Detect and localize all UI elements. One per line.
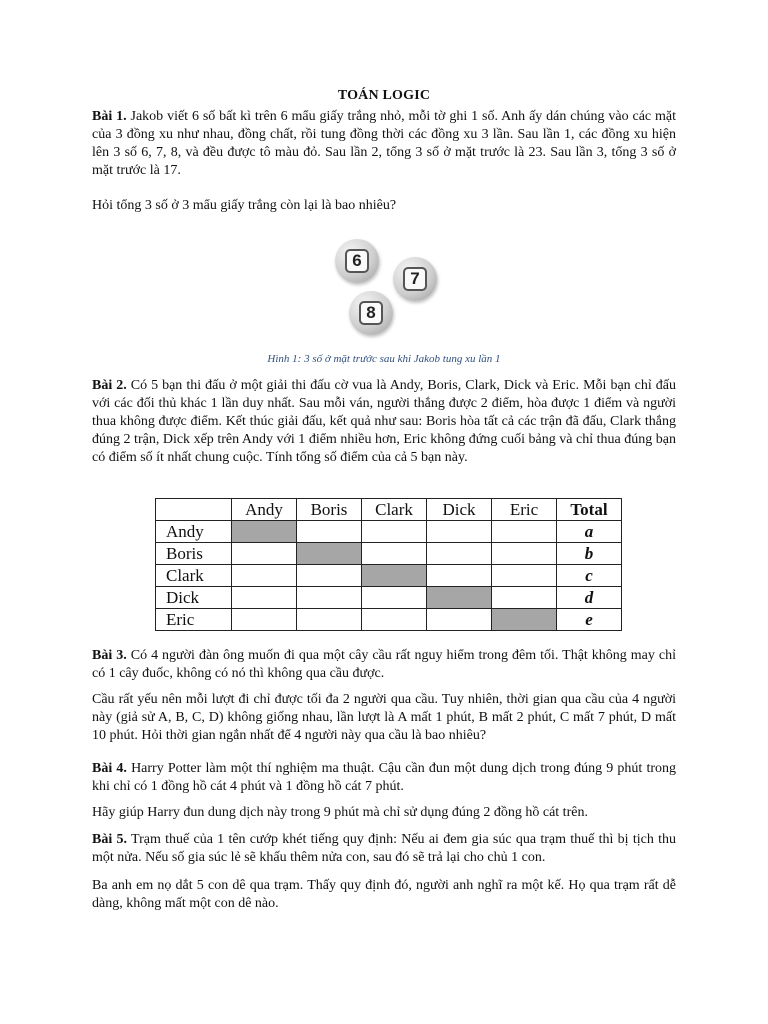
table-cell [492, 565, 557, 587]
coin-6 [335, 239, 379, 283]
column-header: Boris [297, 499, 362, 521]
figure-caption: Hình 1: 3 số ở mặt trước sau khi Jakob tung xu lần 1 [267, 353, 501, 365]
row-total: a [557, 521, 622, 543]
table-row [156, 565, 622, 587]
table-cell [297, 565, 362, 587]
table-cell [492, 587, 557, 609]
diagonal-cell [492, 609, 557, 631]
page-title: TOÁN LOGIC [337, 88, 431, 103]
column-header-total: Total [557, 499, 622, 521]
table-cell [362, 521, 427, 543]
table-cell [492, 521, 557, 543]
coin-7 [393, 257, 437, 301]
bai2-paragraph [92, 377, 676, 467]
row-name: Boris [156, 543, 232, 565]
table-cell [427, 565, 492, 587]
table-cell [232, 543, 297, 565]
table-cell [427, 543, 492, 565]
table-row [156, 587, 622, 609]
diagonal-cell [427, 587, 492, 609]
bai1-text: Jakob viết 6 số bất kì trên 6 mẩu giấy trắng nhỏ, mỗi tờ ghi 1 số. Anh ấy dán chúng vào các mặt của 3 đồng xu như nhau, đồng chất, rồi tung đồng thời các đồng xu 3 lần. Sau lần 1, các đồng xu hiện lên 3 số 6, 7, 8, và đều được tô màu đỏ. Sau lần 2, tổng 3 số ở mặt trước là 23. Sau lần 3, tổng 3 số ở mặt trước là 17. [92, 109, 677, 178]
table-cell [297, 609, 362, 631]
table-cell [427, 521, 492, 543]
table-cell [362, 543, 427, 565]
bai2-label: Bài 2. [92, 378, 127, 393]
bai1-label: Bài 1. [92, 109, 127, 124]
table-header-row [156, 499, 622, 521]
column-header: Clark [362, 499, 427, 521]
table-cell [232, 587, 297, 609]
bai1-paragraph [92, 108, 676, 180]
row-name: Eric [156, 609, 232, 631]
diagonal-cell [297, 543, 362, 565]
row-total: c [557, 565, 622, 587]
diagonal-cell [232, 521, 297, 543]
table-cell [297, 521, 362, 543]
bai3-paragraph-2: Cầu rất yếu nên mỗi lượt đi chỉ được tối đa 2 người qua cầu. Tuy nhiên, thời gian qua cầu của 4 người này (giả sử A, B, C, D) không giống nhau, lần lượt là A mất 1 phút, B mất 2 phút, C mất 7 phút, D mất 10 phút. Hỏi thời gian ngắn nhất để 4 người này qua cầu là bao nhiêu? [92, 692, 676, 743]
row-total: d [557, 587, 622, 609]
bai5-text: Trạm thuế của 1 tên cướp khét tiếng quy định: Nếu ai đem gia súc qua trạm thuế thì bị tịch thu một nửa. Nếu số gia súc lẻ sẽ khấu thêm nửa con, sau đó sẽ trả lại cho chủ 1 con. [92, 832, 676, 865]
table-row [156, 521, 622, 543]
bai3-text: Có 4 người đàn ông muốn đi qua một cây cầu rất nguy hiểm trong đêm tối. Thật không may chỉ có 1 cây đuốc, không có nó thì không qua cầu được. [92, 648, 676, 681]
table-cell [362, 609, 427, 631]
table-cell [232, 565, 297, 587]
bai4-label: Bài 4. [92, 761, 127, 776]
table-row [156, 609, 622, 631]
bai3-paragraph [92, 647, 676, 683]
row-name: Andy [156, 521, 232, 543]
bai4-text: Harry Potter làm một thí nghiệm ma thuật. Cậu cần đun một dung dịch trong đúng 9 phút trong khi chỉ có 1 đồng hồ cát 4 phút và 1 đồng hồ cát 7 phút. [92, 761, 677, 794]
table-cell [232, 609, 297, 631]
table-cell [362, 587, 427, 609]
row-name: Clark [156, 565, 232, 587]
table-cell [297, 587, 362, 609]
bai4-paragraph-2: Hãy giúp Harry đun dung dịch này trong 9 phút mà chỉ sử dụng đúng 2 đồng hồ cát trên. [92, 805, 588, 820]
table-row [156, 543, 622, 565]
bai1-question: Hỏi tổng 3 số ở 3 mẩu giấy trắng còn lại là bao nhiêu? [92, 198, 397, 213]
row-total: e [557, 609, 622, 631]
bai3-label: Bài 3. [92, 648, 127, 663]
coin-number: 6 [345, 249, 369, 273]
row-total: b [557, 543, 622, 565]
score-table [155, 498, 622, 631]
coin-number: 7 [403, 267, 427, 291]
bai4-paragraph [92, 760, 676, 796]
coin-number: 8 [359, 301, 383, 325]
column-header: Andy [232, 499, 297, 521]
bai5-label: Bài 5. [92, 832, 127, 847]
coin-8 [349, 291, 393, 335]
table-cell [427, 609, 492, 631]
table-cell [492, 543, 557, 565]
diagonal-cell [362, 565, 427, 587]
row-name: Dick [156, 587, 232, 609]
table-corner-cell [156, 499, 232, 521]
column-header: Eric [492, 499, 557, 521]
bai5-paragraph [92, 831, 676, 867]
bai5-paragraph-2: Ba anh em nọ dắt 5 con dê qua trạm. Thấy quy định đó, người anh nghĩ ra một kế. Họ qua trạm rất dễ dàng, không mất một con dê nào. [92, 878, 676, 911]
coins-figure [331, 235, 441, 340]
column-header: Dick [427, 499, 492, 521]
bai2-text: Có 5 bạn thi đấu ở một giải thi đấu cờ vua là Andy, Boris, Clark, Dick và Eric. Mỗi bạn chỉ đấu với các đối thủ khác 1 lần duy nhất. Sau mỗi ván, người thắng được 2 điểm, hòa được 1 điểm và người thua không được điểm. Kết thúc giải đấu, kết quả như sau: Boris hòa tất cả các trận đã đấu, Clark thắng đúng 2 trận, Dick xếp trên Andy với 1 điểm nhiều hơn, Eric không đứng cuối bảng và chỉ thua đúng bạn có điểm số ít nhất chung cuộc. Tính tổng số điểm của cả 5 bạn này. [92, 378, 676, 465]
